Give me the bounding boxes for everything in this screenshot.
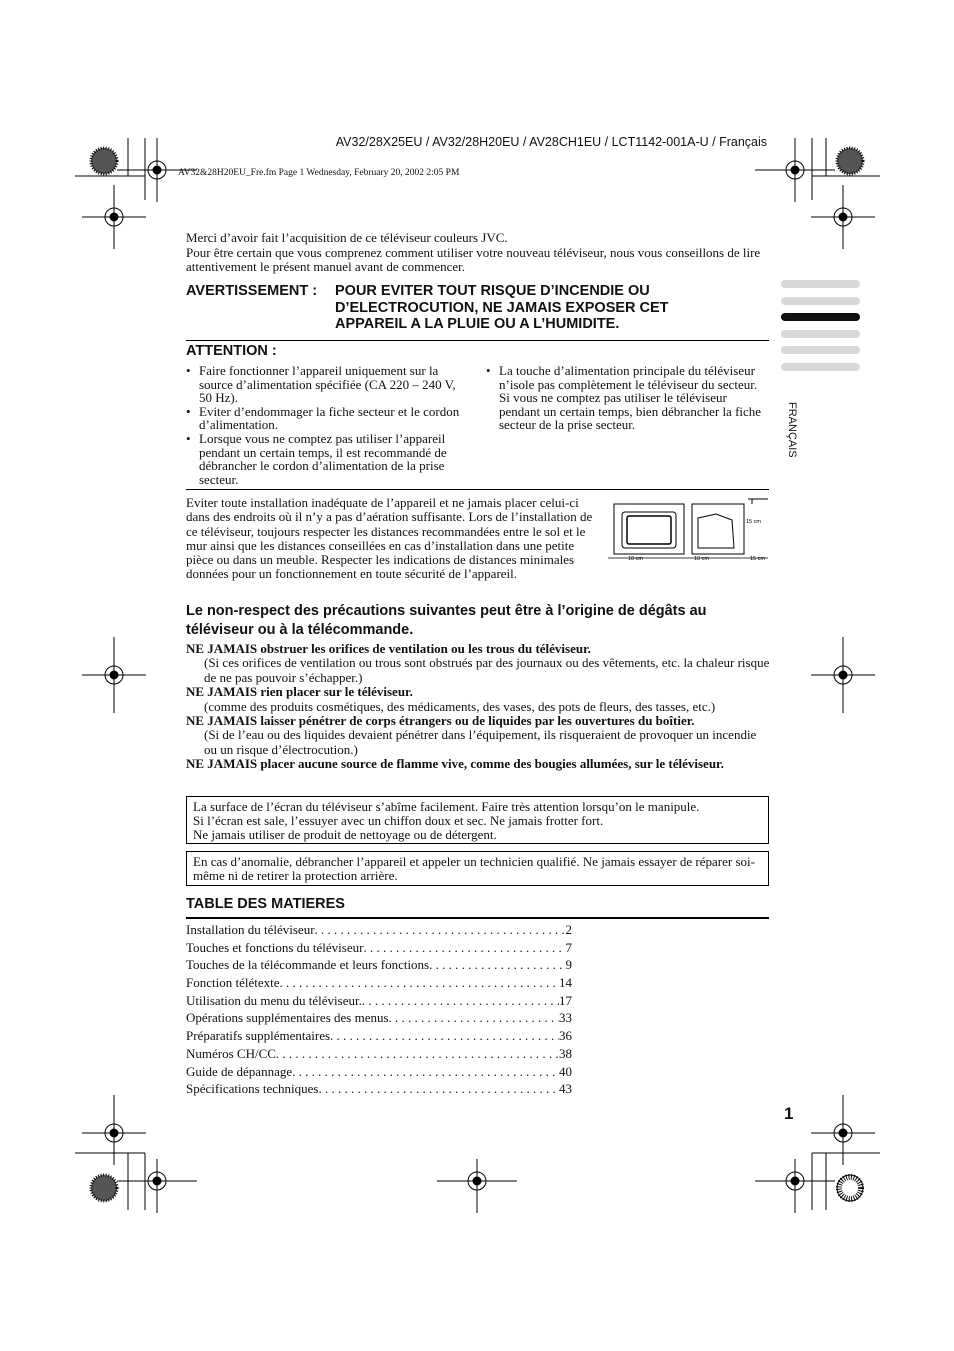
section-tab [781,346,860,354]
toc-label: Installation du téléviseur [186,922,315,937]
toc-entry[interactable] [186,1028,572,1046]
toc-page: 43 [559,1081,572,1097]
language-label: FRANÇAIS [786,402,798,458]
toc-label: Guide de dépannage [186,1063,293,1079]
toc-label: Numéros CH/CC [186,1045,276,1061]
list-item: • Eviter d’endommager la fiche secteur et le cordon d’alimentation. [186,405,468,432]
toc-label: Fonction télétexte [186,975,280,991]
toc-page: 33 [559,1010,572,1026]
toc-entry[interactable] [186,940,572,958]
notice-line: Si l’écran est sale, l’essuyer avec un chiffon doux et sec. Ne jamais frotter fort. [193,812,604,828]
section-tab [781,297,860,305]
list-item: • Lorsque vous ne comptez pas utiliser l’appareil pendant un certain temps, il est recommandé de débrancher le cordon d’alimentation de la prise secteur. [186,432,468,486]
installation-diagram [606,496,771,566]
toc-label: Touches de la télécommande et leurs fonctions [186,957,430,973]
intro-line-2: Pour être certain que vous comprenez comment utiliser votre nouveau téléviseur, nous vous conseillons de lire attentivement le présent manuel avant de commencer. [186,244,761,274]
warning-label: AVERTISSEMENT : [186,283,318,299]
warning-line: D’ELECTROCUTION, NE JAMAIS EXPOSER CET [335,299,669,316]
toc-entry[interactable] [186,993,572,1011]
section-tab [781,280,860,288]
toc-label: Utilisation du menu du téléviseur. [186,992,362,1008]
installation-text: Eviter toute installation inadéquate de l’appareil et ne jamais placer celui-ci dans des endroits où il n’y a pas d’aération suffisante. Lors de l’installation de ce téléviseur, toujours respecter les distances recommandées entre le sol et le mur ainsi que les distances conseillées en cas d’installation dans une petite pièce ou dans un meuble. Respecter les indications de distances minimales données pour un fonctionnement en toute sécurité de l’appareil. [186,495,593,582]
divider [186,489,769,490]
precaution-title: NE JAMAIS rien placer sur le téléviseur. [186,684,413,700]
precaution-title: NE JAMAIS laisser pénétrer de corps étrangers ou de liquides par les ouvertures du boîtier. [186,713,695,729]
precaution-detail: (Si de l’eau ou des liquides devaient pénétrer dans l’équipement, ils risqueraient de provoquer un incendie ou un risque d’électrocution.) [204,727,757,757]
distance-label: 15 cm [746,519,761,525]
toc-entry[interactable] [186,1081,572,1099]
toc-label: Opérations supplémentaires des menus [186,1010,389,1026]
toc-entry[interactable] [186,1064,572,1082]
warning-text [335,283,755,333]
warning-line: POUR EVITER TOUT RISQUE D’INCENDIE OU [335,283,650,299]
file-meta: AV32&28H20EU_Fre.fm Page 1 Wednesday, February 20, 2002 2:05 PM [178,168,460,178]
toc-label: Touches et fonctions du téléviseur [186,939,364,955]
toc-entry[interactable] [186,1046,572,1064]
distance-label: 10 cm [694,556,709,562]
warning-line: APPAREIL A LA PLUIE OU A L’HUMIDITE. [335,316,620,332]
section-tab [781,330,860,338]
toc-entry[interactable] [186,957,572,975]
intro-text [186,231,771,275]
section-tab-active [781,313,860,321]
toc-label: Spécifications techniques [186,1081,319,1097]
attention-list-right [486,364,768,432]
screen-care-notice [186,796,769,844]
distance-label: 10 cm [628,556,643,562]
precautions-list [186,642,772,772]
toc-entry[interactable] [186,1010,572,1028]
notice-line: La surface de l’écran du téléviseur s’abîme facilement. Faire très attention lorsqu’on le manipule. [193,799,700,814]
page-number: 1 [784,1104,794,1123]
toc-page: 17 [559,992,572,1008]
distance-label: 15 cm [750,556,765,562]
attention-title: ATTENTION : [186,343,277,359]
toc-label: Préparatifs supplémentaires [186,1028,331,1044]
list-item: • La touche d’alimentation principale du téléviseur n’isole pas complètement le téléviseur du secteur. Si vous ne comptez pas utiliser le téléviseur pendant un certain temps, bien débrancher la fiche secteur de la prise secteur. [486,364,768,432]
section-tab [781,363,860,371]
list-item: • Faire fonctionner l’appareil uniquement sur la source d’alimentation spécifiée (CA 220 – 240 V, 50 Hz). [186,364,468,405]
precaution-title: NE JAMAIS placer aucune source de flamme vive, comme des bougies allumées, sur le téléviseur. [186,756,724,772]
toc-title: TABLE DES MATIERES [186,896,345,912]
divider [186,917,769,919]
notice-line: Ne jamais utiliser de produit de nettoyage ou de détergent. [193,826,497,842]
precaution-detail: (Si ces orifices de ventilation ou trous sont obstrués par des journaux ou des vêtements, etc. la chaleur risque de ne pas pouvoir s’échapper.) [204,655,770,685]
toc-entry[interactable] [186,922,572,940]
toc-entry[interactable] [186,975,572,993]
toc-page: 38 [559,1045,572,1061]
toc-page: 36 [559,1028,572,1044]
document-reference: AV32/28X25EU / AV32/28H20EU / AV28CH1EU / LCT1142-001A-U / Français [335,135,767,149]
precautions-heading: Le non-respect des précautions suivantes peut être à l’origine de dégâts au téléviseur ou à la télécommande. [186,603,707,638]
attention-list-left [186,364,468,486]
toc-page: 2 [565,922,572,937]
toc-page: 7 [565,939,572,955]
toc-page: 40 [559,1063,572,1079]
toc-page: 9 [565,957,572,973]
table-of-contents [186,922,572,1099]
precaution-title: NE JAMAIS obstruer les orifices de ventilation ou les trous du téléviseur. [186,641,591,656]
section-tabs [781,280,860,379]
precaution-detail: (comme des produits cosmétiques, des médicaments, des vases, des pots de fleurs, des tasses, etc.) [204,698,716,714]
toc-page: 14 [559,975,572,991]
intro-line-1: Merci d’avoir fait l’acquisition de ce téléviseur couleurs JVC. [186,230,508,245]
divider [186,340,769,341]
service-notice: En cas d’anomalie, débrancher l’appareil et appeler un technicien qualifié. Ne jamais essayer de réparer soi-même ni de retirer la protection arrière. [186,851,769,886]
